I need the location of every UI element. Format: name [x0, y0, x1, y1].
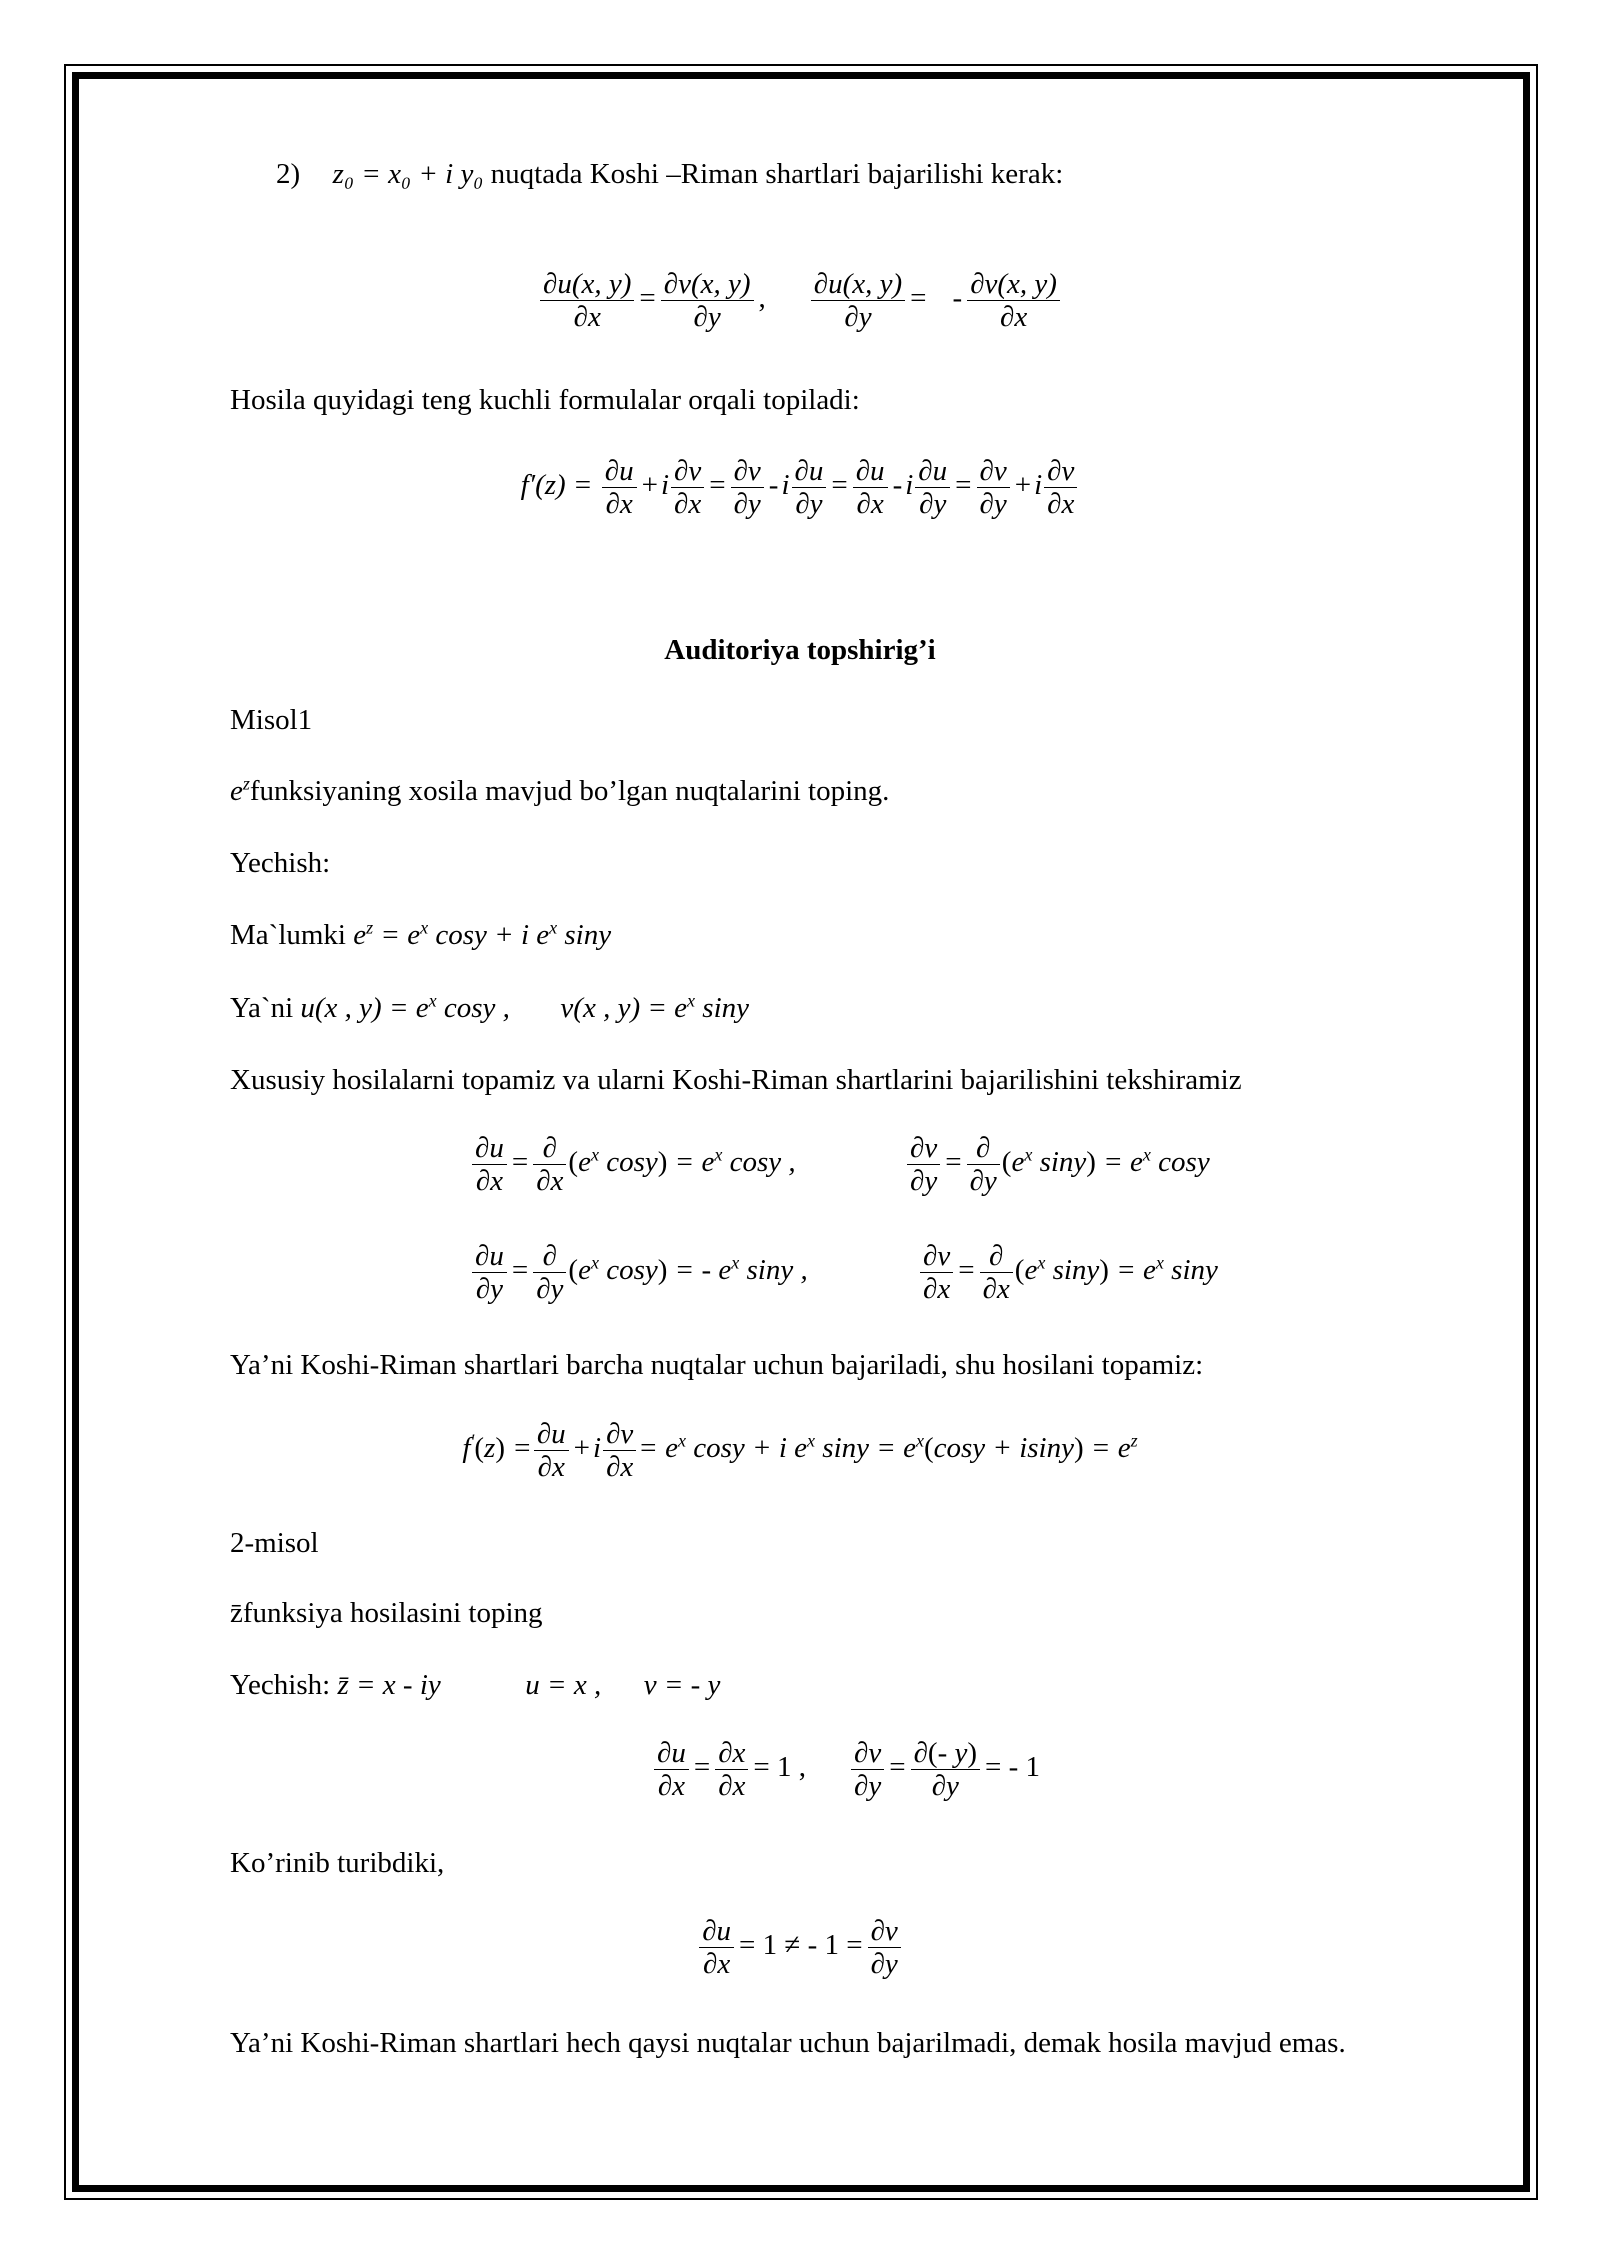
- condition-formula: z₀ = x₀ + i y₀: [332, 158, 484, 190]
- misol1-yani: Ya`ni u(x , $y) = e^x$ cosy , v(x , $y) = e^x$ siny: [230, 990, 750, 1024]
- misol1-malumki: Ma`lumki $e^z = e^x$ cosy + i $e^x$ siny: [230, 917, 612, 951]
- condition-number: 2): [276, 158, 301, 190]
- misol1-check-text: Xususiy hosilalarni topamiz va ularni Koshi-Riman shartlarini bajarilishini tekshiramiz: [230, 1064, 1242, 1096]
- condition-text: nuqtada Koshi –Riman shartlari bajarilishi kerak:: [490, 158, 1064, 190]
- misol1-eq-row2-right: $\frac{\partial v}{\partial x}$ = $\frac{\partial}{\partial x}$ ($e^x$ $\sin y) = e^x$ siny: [918, 1240, 1218, 1305]
- hosila-intro: Hosila quyidagi teng kuchli formulalar orqali topiladi:: [230, 384, 860, 416]
- misol1-conclusion: Ya’ni Koshi-Riman shartlari barcha nuqtalar uchun bajariladi, shu hosilani topamiz:: [230, 1349, 1204, 1381]
- misol1-title: Misol1: [230, 704, 313, 736]
- misol1-task: $e^zfunksiyaning$ xosila mavjud bo’lgan nuqtalarini toping.: [230, 773, 890, 807]
- derivative-formula: f′(z) = $\frac{\partial u}{\partial x}$ + i $\frac{\partial v}{\partial x}$ = $\frac{\partial v}{\partial y}$ - i $\frac{\partial u}{\partial y}$ = $\frac{\partial u}{\partial x}$ - i $\frac{\partial u}{\partial y}$ = $\frac{\partial v}{\partial y}$ + i $\frac{\partial v}{\partial x}$: [0, 455, 1600, 520]
- misol1-result: f′(z) = $\frac{\partial u}{\partial x}$ + i $\frac{\partial v}{\partial x}$ = $e^x$ cosy + i $e^x$ $\sin y = e^x(\cos y + isiny) = e^z$: [462, 1418, 1138, 1483]
- misol1-yechish: Yechish:: [230, 847, 331, 879]
- misol2-final: Ya’ni Koshi-Riman shartlari hech qaysi nuqtalar uchun bajarilmadi, demak hosila mavjud emas.: [230, 2027, 1346, 2059]
- misol2-neq-equation: $\frac{\partial u}{\partial x}$ = 1 ≠ - 1 = $\frac{\partial v}{\partial y}$: [0, 1915, 1600, 1980]
- misol1-eq-row1-right: $\frac{\partial v}{\partial y}$ = $\frac{\partial}{\partial y}$ ($e^x$ $\sin y) = e^x$ cosy: [905, 1132, 1210, 1197]
- misol2-yechish: Yechish: z̄ = x - iy u = x , v = - y: [230, 1669, 721, 1701]
- misol2-task: z̄funksiya hosilasini toping: [230, 1597, 543, 1629]
- section-heading: Auditoriya topshirig’i: [664, 634, 936, 666]
- misol1-eq-row2-left: $\frac{\partial u}{\partial y}$ = $\frac{\partial}{\partial y}$ ($e^x$ cosy) = - $e^x$ siny ,: [470, 1240, 808, 1305]
- cauchy-riemann-equation: $\frac{\partial u(x, y)}{\partial x}$ = $\frac{\partial v(x, y)}{\partial y}$ , $\frac{\partial u(x, y)}{\partial y}$ = - $\frac{\partial v(x, y)}{\partial x}$: [0, 268, 1600, 333]
- misol2-korinib: Ko’rinib turibdiki,: [230, 1847, 445, 1879]
- misol1-eq-row1-left: $\frac{\partial u}{\partial x}$ = $\frac{\partial}{\partial x}$ ($e^x$ $\cos y) = e^x$ cosy ,: [470, 1132, 796, 1197]
- condition-2-line: [276, 156, 1063, 192]
- misol2-title: 2-misol: [230, 1527, 319, 1559]
- misol2-derivatives: $\frac{\partial u}{\partial x}$ = $\frac{\partial x}{\partial x}$ = 1 , $\frac{\partial v}{\partial y}$ = $\frac{\partial(- y)}{\partial y}$ = - 1: [652, 1737, 1043, 1802]
